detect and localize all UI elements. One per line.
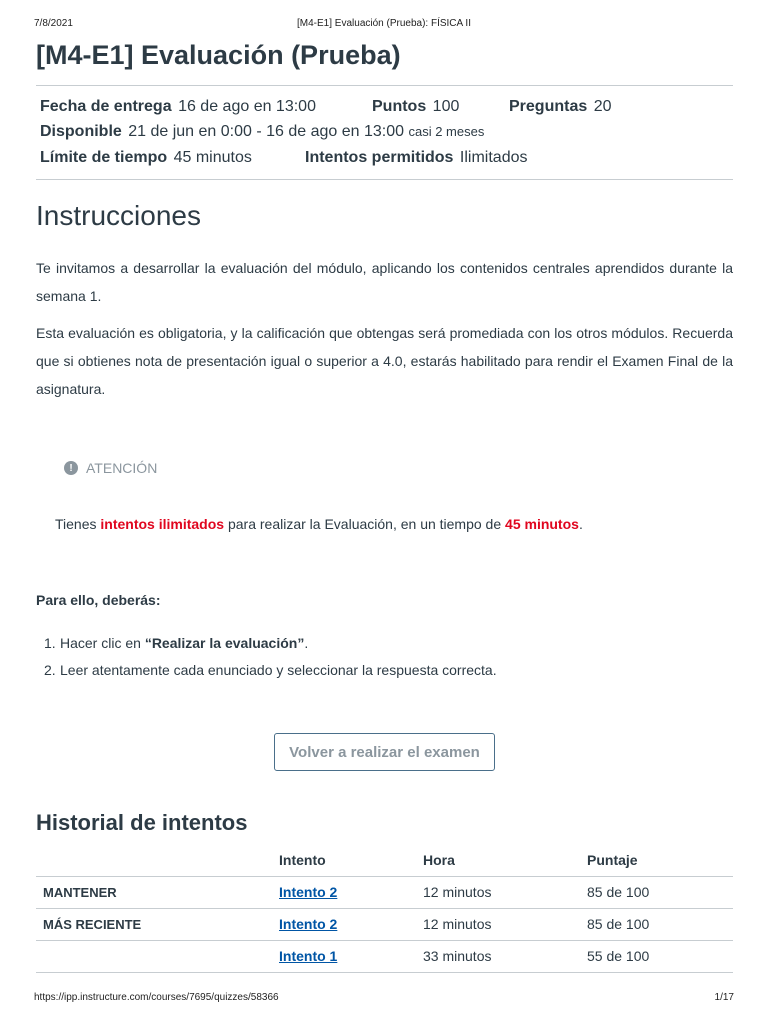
print-date: 7/8/2021 <box>34 18 73 29</box>
print-url: https://ipp.instructure.com/courses/7695/quizzes/58366 <box>34 992 279 1003</box>
divider-bottom <box>36 179 733 180</box>
questions-label: Preguntas <box>509 98 588 115</box>
row-label <box>36 940 279 972</box>
questions-value: 20 <box>593 98 612 115</box>
points-label: Puntos <box>372 98 427 115</box>
steps-intro: Para ello, deberás: <box>36 592 161 608</box>
points-detail <box>372 98 459 116</box>
notice-highlight-unlimited: intentos ilimitados <box>100 516 225 532</box>
notice-text-post: . <box>578 516 583 532</box>
details-row-2 <box>40 123 484 141</box>
print-page-number: 1/17 <box>714 992 734 1003</box>
attempts-notice <box>55 516 583 532</box>
attempt-link[interactable]: Intento 2 <box>279 916 338 932</box>
row-label: MÁS RECIENTE <box>36 908 279 940</box>
questions-detail <box>509 98 612 116</box>
step-text-bold: “Realizar la evaluación” <box>144 635 305 651</box>
step-number: 1. <box>44 635 56 651</box>
step-text-pre: Hacer clic en <box>60 635 145 651</box>
row-time: 33 minutos <box>423 940 587 972</box>
attempts-value: Ilimitados <box>459 149 528 166</box>
time-limit-value: 45 minutos <box>173 149 252 166</box>
row-time: 12 minutos <box>423 876 587 908</box>
header-time: Hora <box>423 844 587 876</box>
print-doc-title: [M4-E1] Evaluación (Prueba): FÍSICA II <box>297 18 471 29</box>
attention-callout <box>64 460 157 476</box>
step-text: Leer atentamente cada enunciado y seleccionar la respuesta correcta. <box>60 662 497 678</box>
time-limit-label: Límite de tiempo <box>40 149 168 166</box>
warning-circle-icon: ! <box>64 461 78 475</box>
instructions-title: Instrucciones <box>36 200 201 231</box>
header-blank <box>36 844 279 876</box>
notice-highlight-time: 45 minutos <box>505 516 579 532</box>
history-title: Historial de intentos <box>36 810 248 835</box>
available-label: Disponible <box>40 123 122 140</box>
notice-text-mid: para realizar la Evaluación, en un tiempo de <box>224 516 506 532</box>
instructions-paragraph-2: Esta evaluación es obligatoria, y la calificación que obtengas será promediada con los otros módulos. Recuerda que si obtienes nota de presentación igual o superior a 4.0, estarás habilitado para rendir el Examen Final de la asignatura. <box>36 325 733 397</box>
steps-list <box>44 630 497 684</box>
divider-top <box>36 85 733 86</box>
retake-quiz-button[interactable]: Volver a realizar el examen <box>274 733 495 771</box>
step-text-post: . <box>304 635 309 651</box>
page-title: [M4-E1] Evaluación (Prueba) <box>36 40 401 70</box>
header-attempt: Intento <box>279 844 423 876</box>
row-score: 85 de 100 <box>587 908 733 940</box>
header-score: Puntaje <box>587 844 733 876</box>
attempts-detail <box>305 149 527 167</box>
attempts-label: Intentos permitidos <box>305 149 454 166</box>
table-row <box>36 940 733 972</box>
details-row-3 <box>40 149 252 167</box>
table-row <box>36 908 733 940</box>
points-value: 100 <box>432 98 460 115</box>
available-note: casi 2 meses <box>408 124 485 139</box>
row-time: 12 minutos <box>423 908 587 940</box>
attention-label: ATENCIÓN <box>86 460 158 476</box>
attempt-link[interactable]: Intento 1 <box>279 948 338 964</box>
instructions-paragraph-1: Te invitamos a desarrollar la evaluación del módulo, aplicando los contenidos centrales aprendidos durante la semana 1. <box>36 260 733 304</box>
attempt-link[interactable]: Intento 2 <box>279 884 338 900</box>
table-row <box>36 876 733 908</box>
details-row-1 <box>40 98 316 116</box>
history-header-row <box>36 844 733 876</box>
notice-text-pre: Tienes <box>55 516 101 532</box>
due-label: Fecha de entrega <box>40 98 172 115</box>
step-item-2 <box>44 657 497 684</box>
available-value: 21 de jun en 0:00 - 16 de ago en 13:00 <box>128 123 405 140</box>
step-item-1 <box>44 630 497 657</box>
step-number: 2. <box>44 662 56 678</box>
row-label: MANTENER <box>36 876 279 908</box>
row-score: 85 de 100 <box>587 876 733 908</box>
row-score: 55 de 100 <box>587 940 733 972</box>
due-value: 16 de ago en 13:00 <box>178 98 316 115</box>
history-table <box>36 844 733 973</box>
